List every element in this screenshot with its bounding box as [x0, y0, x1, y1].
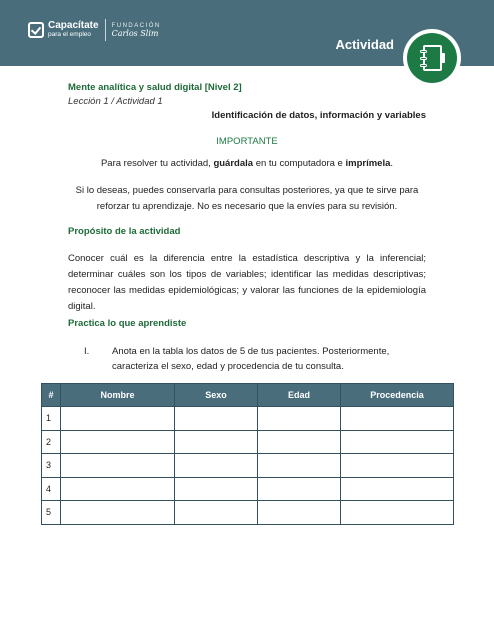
- sex-cell[interactable]: [175, 501, 258, 525]
- foundation-signature: Carlos Slim: [111, 28, 159, 38]
- notebook-ring: [420, 57, 427, 60]
- course-title: Mente analítica y salud digital [Nivel 2]: [68, 82, 242, 93]
- task-item: [84, 344, 426, 374]
- checkmark-icon: [28, 22, 44, 38]
- name-cell[interactable]: [61, 407, 175, 431]
- instructions-bold-print: imprímela: [345, 158, 391, 169]
- age-cell[interactable]: [258, 501, 341, 525]
- foundation-label: FUNDACIÓN: [111, 22, 161, 29]
- table-header-row: [42, 384, 454, 407]
- foundation-logo: [112, 23, 161, 38]
- origin-cell[interactable]: [341, 454, 454, 478]
- name-cell[interactable]: [61, 501, 175, 525]
- row-number: 4: [42, 477, 61, 501]
- sex-cell[interactable]: [175, 430, 258, 454]
- name-cell[interactable]: [61, 477, 175, 501]
- logo-title: Capacítate: [48, 20, 99, 32]
- instructions-text-1: Para resolver tu actividad,: [100, 158, 214, 169]
- notebook-ring: [420, 50, 427, 53]
- note-paragraph: Si lo deseas, puedes conservarla para consultas posteriores, ya que te sirve para reforzar tu aprendizaje. No es necesario que la envíes para su revisión.: [75, 185, 419, 212]
- patients-table: [41, 383, 454, 525]
- origin-cell[interactable]: [341, 501, 454, 525]
- purpose-heading: Propósito de la actividad: [68, 226, 181, 237]
- topic-title: Identificación de datos, información y variables: [211, 110, 426, 121]
- notebook-ring: [420, 64, 427, 67]
- sex-cell[interactable]: [175, 477, 258, 501]
- column-header-number: #: [42, 384, 61, 407]
- logo-text: [48, 21, 99, 39]
- logo-divider: [105, 19, 106, 41]
- column-header-age: Edad: [258, 384, 341, 407]
- activity-badge: [403, 29, 461, 87]
- header-title: Actividad: [335, 37, 394, 52]
- table-row: [42, 430, 454, 454]
- origin-cell[interactable]: [341, 477, 454, 501]
- table-row: [42, 477, 454, 501]
- task-text: Anota en la tabla los datos de 5 de tus pacientes. Posteriormente, caracteriza el sexo, edad y procedencia de tu consulta.: [112, 346, 390, 372]
- instructions-text-2: en tu computadora e: [253, 158, 346, 169]
- age-cell[interactable]: [258, 477, 341, 501]
- name-cell[interactable]: [61, 430, 175, 454]
- sex-cell[interactable]: [175, 454, 258, 478]
- column-header-origin: Procedencia: [341, 384, 454, 407]
- origin-cell[interactable]: [341, 407, 454, 431]
- age-cell[interactable]: [258, 454, 341, 478]
- logo-subtitle: para el empleo: [48, 31, 91, 39]
- practice-heading: Practica lo que aprendiste: [68, 318, 187, 329]
- column-header-name: Nombre: [61, 384, 175, 407]
- table-row: [42, 407, 454, 431]
- table-row: [42, 501, 454, 525]
- row-number: 2: [42, 430, 61, 454]
- lesson-label: Lección 1 / Actividad 1: [68, 96, 163, 107]
- instructions-paragraph: [0, 158, 494, 169]
- badge-circle: [407, 33, 457, 83]
- origin-cell[interactable]: [341, 430, 454, 454]
- important-label: IMPORTANTE: [216, 136, 278, 147]
- name-cell[interactable]: [61, 454, 175, 478]
- column-header-sex: Sexo: [175, 384, 258, 407]
- notebook-icon: [423, 45, 442, 71]
- sex-cell[interactable]: [175, 407, 258, 431]
- row-number: 3: [42, 454, 61, 478]
- notebook-tab: [441, 53, 445, 63]
- row-number: 5: [42, 501, 61, 525]
- instructions-bold-save: guárdala: [213, 158, 254, 169]
- purpose-paragraph: Conocer cuál es la diferencia entre la estadística descriptiva y la inferencial; determinar cuáles son los tipos de variables; identificar las medidas descriptivas; reconocer las medidas epidemiológicas; y valorar las funciones de la epidemiología digital.: [68, 253, 426, 312]
- age-cell[interactable]: [258, 407, 341, 431]
- capacitate-logo: [28, 19, 161, 41]
- table-row: [42, 454, 454, 478]
- task-number: I.: [84, 346, 90, 357]
- instructions-text-3: .: [390, 158, 394, 169]
- row-number: 1: [42, 407, 61, 431]
- age-cell[interactable]: [258, 430, 341, 454]
